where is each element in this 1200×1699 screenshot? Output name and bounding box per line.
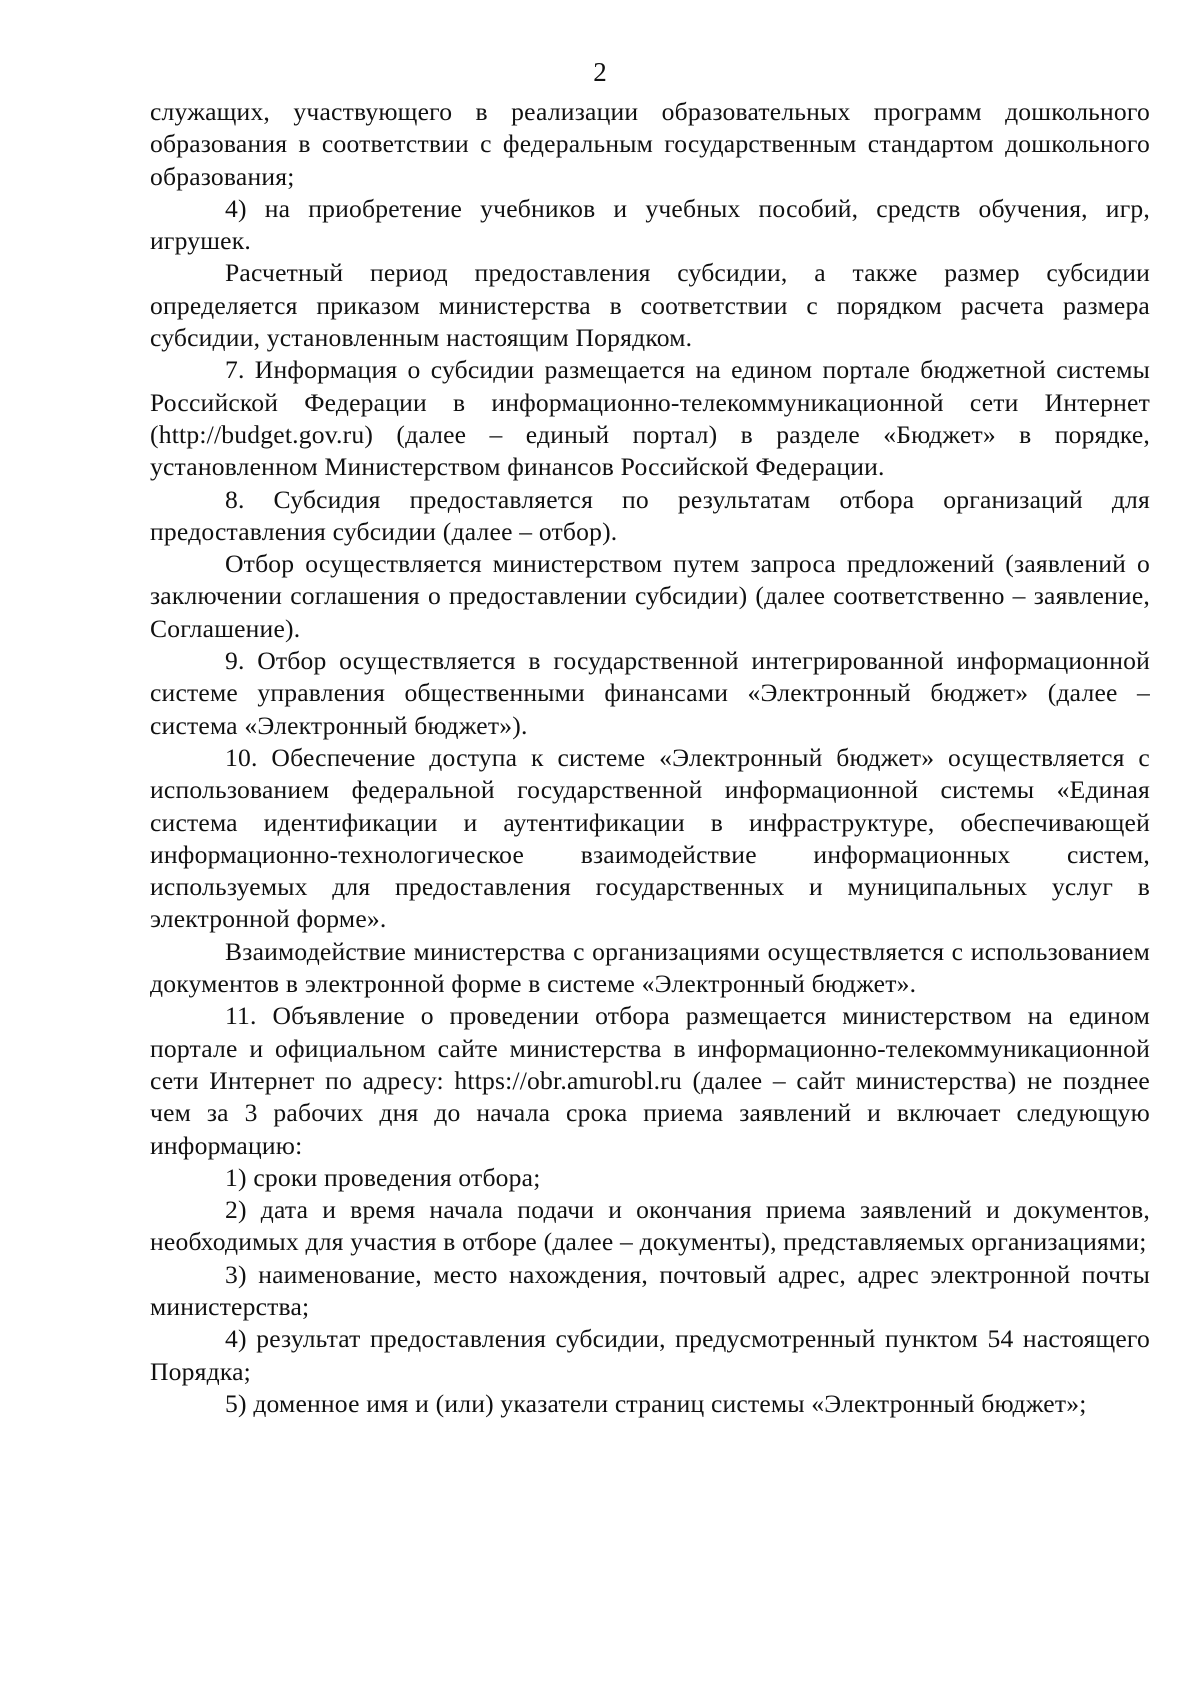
document-body xyxy=(150,96,1150,1420)
list-item-3-ministry-address: 3) наименование, место нахождения, почтовый адрес, адрес электронной почты министерства; xyxy=(150,1259,1150,1321)
paragraph-continuation: служащих, участвующего в реализации образовательных программ дошкольного образования в соответствии с федеральным государственным стандартом дошкольного образования; xyxy=(150,97,1150,191)
paragraph-8-selection: 8. Субсидия предоставляется по результатам отбора организаций для предоставления субсидии (далее – отбор). xyxy=(150,484,1150,546)
paragraph-interaction: Взаимодействие министерства с организациями осуществляется с использованием документов в электронной форме в системе «Электронный бюджет». xyxy=(150,936,1150,999)
paragraph-7-information: 7. Информация о субсидии размещается на едином портале бюджетной системы Российской Федерации в информационно-телекоммуникационной сети Интернет (http://budget.gov.ru) (далее – единый портал) в разделе «Бюджет» в порядке, установленном Министерством финансов Российской Федерации. xyxy=(150,355,1150,482)
page-number: 2 xyxy=(593,57,607,87)
paragraph-10-access: 10. Обеспечение доступа к системе «Электронный бюджет» осуществляется с использованием федеральной государственной информационной системы «Единая система идентификации и аутентификации в инфраструктуре, обеспечивающей информационно-технологическое взаимодействие информационных систем, используемых для предоставления государственных и муниципальных услуг в электронной форме». xyxy=(150,742,1150,934)
paragraph-calculation-period: Расчетный период предоставления субсидии, а также размер субсидии определяется приказом министерства в соответствии с порядком расчета размера субсидии, установленным настоящим Порядком. xyxy=(150,258,1150,353)
list-item-1-dates: 1) сроки проведения отбора; xyxy=(225,1162,541,1192)
paragraph-selection-method: Отбор осуществляется министерством путем запроса предложений (заявлений о заключении соглашения о предоставлении субсидии) (далее соответственно – заявление, Соглашение). xyxy=(150,549,1150,643)
list-item-2-submission-time: 2) дата и время начала подачи и окончания приема заявлений и документов, необходимых для участия в отборе (далее – документы), представляемых организациями; xyxy=(150,1195,1150,1257)
paragraph-item-4-textbooks: 4) на приобретение учебников и учебных пособий, средств обучения, игр, игрушек. xyxy=(150,193,1150,256)
list-item-4-result: 4) результат предоставления субсидии, предусмотренный пунктом 54 настоящего Порядка; xyxy=(150,1324,1150,1386)
paragraph-9-system: 9. Отбор осуществляется в государственной интегрированной информационной системе управления общественными финансами «Электронный бюджет» (далее – система «Электронный бюджет»). xyxy=(150,646,1150,740)
paragraph-11-announcement: 11. Объявление о проведении отбора размещается министерством на едином портале и официальном сайте министерства в информационно-телекоммуникационной сети Интернет по адресу: https://obr.amurobl.ru (далее – сайт министерства) не позднее чем за 3 рабочих дня до начала срока приема заявлений и включает следующую информацию: xyxy=(150,1001,1150,1160)
list-item-5-domain: 5) доменное имя и (или) указатели страниц системы «Электронный бюджет»; xyxy=(225,1388,1087,1418)
